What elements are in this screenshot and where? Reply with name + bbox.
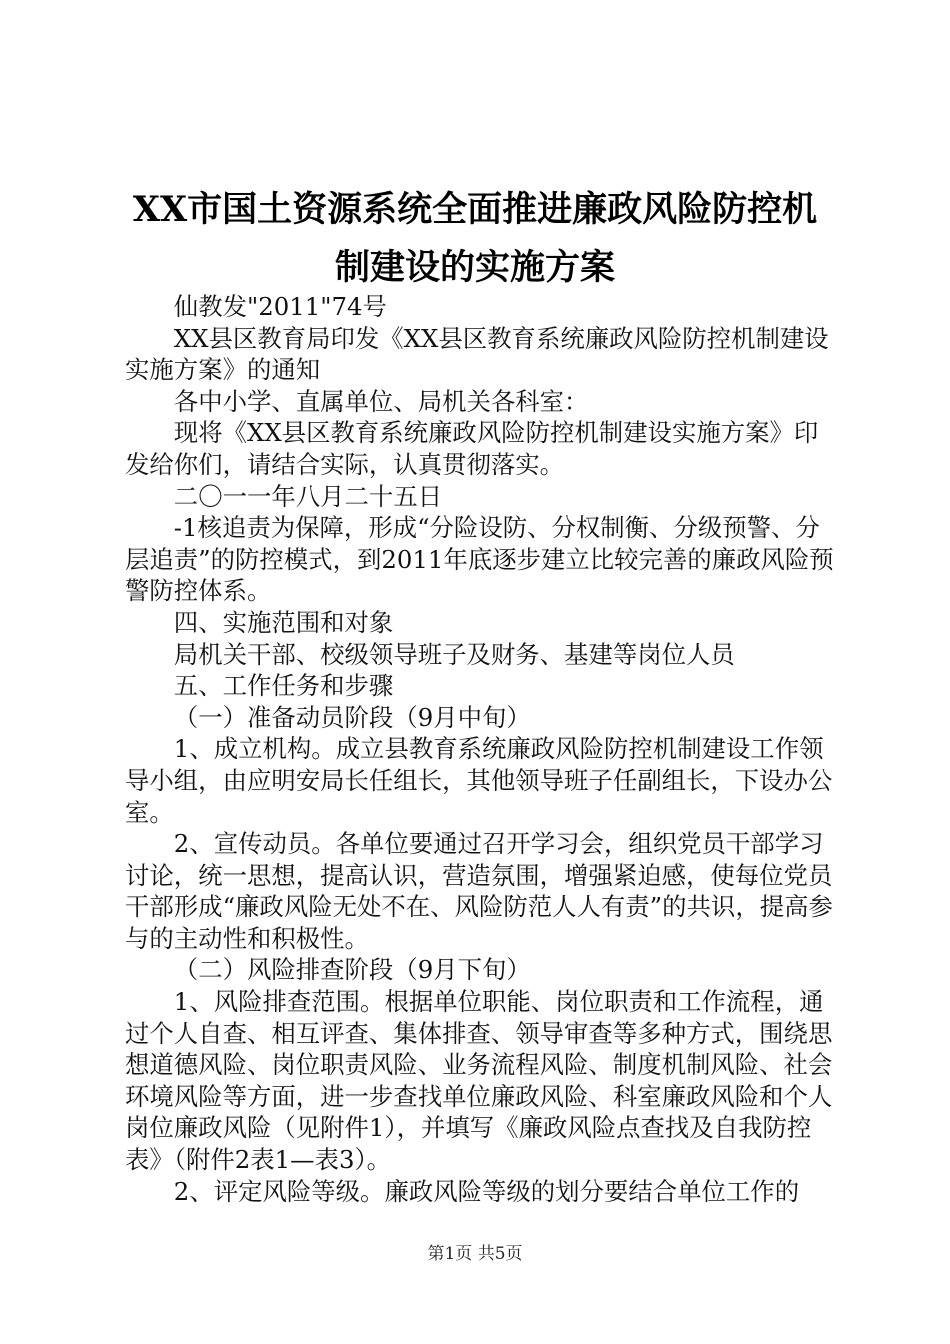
document-body xyxy=(125,291,837,1207)
subsection-heading: （一）准备动员阶段（9月中旬） xyxy=(173,702,531,732)
document-title-line-1: XX市国土资源系统全面推进廉政风险防控机 xyxy=(132,189,818,230)
subsection-heading: （二）风险排查阶段（9月下旬） xyxy=(173,955,531,985)
paragraph: 1、成立机构。成立县教育系统廉政风险防控机制建设工作领导小组，由应明安局长任组长，其他领导班子任副组长，下设办公室。 xyxy=(125,734,833,827)
notice-date: 二〇一一年八月二十五日 xyxy=(173,481,443,511)
notice-body: 现将《XX县区教育系统廉政风险防控机制建设实施方案》印发给你们，请结合实际，认真贯彻落实。 xyxy=(125,418,819,479)
page-footer: 第1页 共5页 xyxy=(427,1244,523,1264)
paragraph: 2、评定风险等级。廉政风险等级的划分要结合单位工作的 xyxy=(173,1176,800,1206)
document-title-line-2: 制建设的实施方案 xyxy=(334,247,615,288)
notice-title: XX县区教育局印发《XX县区教育系统廉政风险防控机制建设实施方案》的通知 xyxy=(125,323,829,385)
recipients: 各中小学、直属单位、局机关各科室： xyxy=(173,386,589,416)
section-heading: 五、工作任务和步骤 xyxy=(173,671,394,701)
paragraph: 局机关干部、校级领导班子及财务、基建等岗位人员 xyxy=(173,639,735,669)
section-heading: 四、实施范围和对象 xyxy=(173,607,394,637)
paragraph: 2、宣传动员。各单位要通过召开学习会，组织党员干部学习讨论，统一思想，提高认识，营造氛围，增强紧迫感，使每位党员干部形成“廉政风险无处不在、风险防范人人有责”的共识，提高参与的主动性和积极性。 xyxy=(125,829,833,953)
paragraph: 1、风险排查范围。根据单位职能、岗位职责和工作流程，通过个人自查、相互评查、集体排查、领导审查等多种方式，围绕思想道德风险、岗位职责风险、业务流程风险、制度机制风险、社会环境风险等方面，进一步查找单位廉政风险、科室廉政风险和个人岗位廉政风险（见附件1），并填写《廉政风险点查找及自我防控表》（附件2表1—表3）。 xyxy=(125,987,833,1175)
paragraph: -1核追责为保障，形成“分险设防、分权制衡、分级预警、分层追责”的防控模式，到2011年底逐步建立比较完善的廉政风险预警防控体系。 xyxy=(125,513,834,606)
doc-number: 仙教发"2011"74号 xyxy=(173,292,387,321)
